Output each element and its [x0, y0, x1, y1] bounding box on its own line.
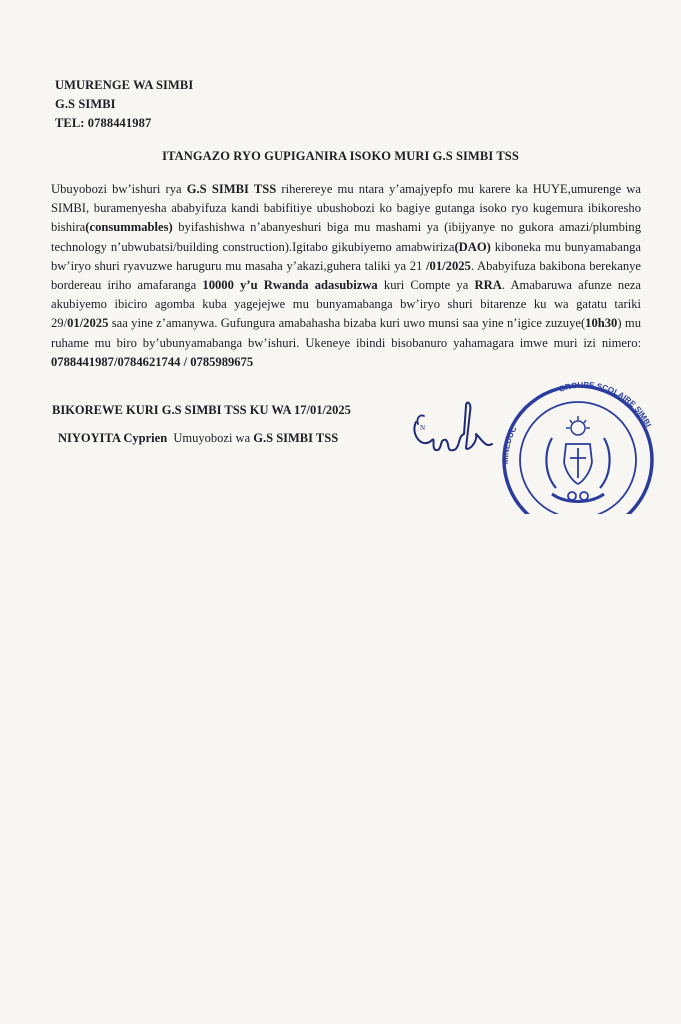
coat-of-arms-icon [546, 438, 609, 502]
body-text: saa yine z’amanywa. Gufungura amabahasha bizaba kuri uwo munsi saa yine n’igice zuzuye( [108, 316, 586, 331]
body-text: riherereye mu ntara y’amajyepfo mu karere ka HUYE,umurenge wa SIMBI, buramenyesha ababyifuza kandi babifitiye ubushobozi ko bagiye gutanga isoko ryo kugemura ibikoresho bishira [51, 182, 641, 235]
body-text: byifashishwa n’abanyeshuri biga mu mashami ya (ibijyanye no gukora amazi/plumbing technology n’ubwubatsi/building construction).Igitabo gikubiyemo amabwiriza [51, 220, 641, 254]
handwritten-signature [408, 392, 498, 462]
official-stamp [486, 378, 656, 514]
signer-name: NIYOYITA Cyprien [58, 431, 168, 445]
document-title: ITANGAZO RYO GUPIGANIRA ISOKO MURI G.S SIMBI TSS [162, 149, 519, 163]
stamp-text-right: GROUPE SCOLAIRE SIMBI [557, 380, 653, 429]
dated-line: BIKOREWE KURI G.S SIMBI TSS KU WA 17/01/2025 [52, 403, 351, 417]
signer-school: G.S SIMBI TSS [253, 431, 339, 445]
svg-text:GROUPE SCOLAIRE SIMBI [558, 380, 653, 428]
body-bold-text: (DAO) [454, 239, 491, 254]
body-bold-text: /01/2025 [426, 258, 471, 273]
body-bold-text: 01/2025 [67, 316, 109, 331]
body-bold-text: 10h30 [585, 316, 618, 331]
body-bold-text: (consummables) [85, 220, 173, 235]
sun-emblem-icon [566, 416, 590, 435]
sender-line-1: UMURENGE WA SIMBI [55, 78, 194, 92]
body-text: Ubuyobozi bw’ishuri rya [51, 182, 187, 196]
body-bold-text: 10000 y’u Rwanda adasubizwa [202, 278, 378, 293]
signer-line [58, 431, 338, 446]
body-text: . Ababyifuza bakibona berekanye bordereau iriho amafaranga [51, 258, 642, 293]
body-text: kiboneka mu bunyamabanga bw’iryo shuri ryavuzwe haruguru mu masaha y’akazi,guhera taliki ya 21 [51, 239, 641, 273]
body-bold-text: 0788441987/0784621744 / 0785989675 [51, 354, 254, 369]
stamp-text-left: MINEDUC [500, 424, 519, 465]
body-text: ) mu ruhame mu biro by’ubunyamabanga bw’ishuri. Ukeneye ibindi bisobanuro yahamagara imwe muri izi nimero: [51, 316, 641, 350]
body-bold-text: G.S SIMBI TSS [186, 182, 277, 196]
svg-text:N: N [420, 424, 426, 432]
sender-line-2: G.S SIMBI [55, 97, 116, 111]
body-text: kuri Compte ya [377, 278, 475, 293]
announcement-body [51, 180, 641, 372]
sender-line-3: TEL: 0788441987 [55, 116, 152, 130]
svg-text:MINEDUC [501, 425, 519, 464]
signer-role: Umuyobozi wa [167, 431, 254, 445]
body-bold-text: RRA [474, 278, 502, 293]
body-text: . Amabaruwa afunze neza akubiyemo ibiciro agomba kuba yagejejwe mu bunyamabanga bw’iryo shuri bitarenze ku wa gatatu tariki 29/ [51, 278, 641, 331]
sender-block [55, 76, 193, 133]
